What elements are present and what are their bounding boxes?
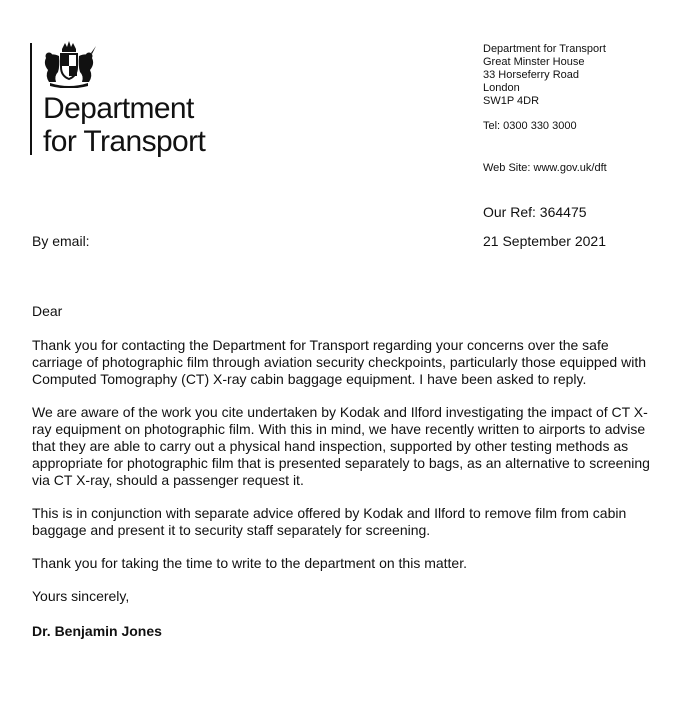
sender-address (483, 43, 606, 108)
address-line: London (483, 82, 520, 94)
address-line: SW1P 4DR (483, 95, 540, 107)
paragraph: This is in conjunction with separate advice offered by Kodak and Ilford to remove film from cabin baggage and present it to security staff separately for screening. (32, 505, 627, 538)
our-reference: Our Ref: 364475 (483, 204, 587, 220)
letter-body (32, 303, 660, 640)
logo-line-department: Department (43, 92, 194, 125)
signature: Dr. Benjamin Jones (32, 623, 162, 639)
logo-wordmark (43, 92, 205, 158)
salutation: Dear (32, 303, 63, 319)
address-line: Department for Transport (483, 43, 606, 55)
paragraph: Thank you for contacting the Department for Transport regarding your concerns over the safe carriage of photographic film through aviation security checkpoints, particularly those equipped with Computed Tomography (CT) X-ray cabin baggage equipment. I have been asked to reply. (32, 337, 647, 387)
website: Web Site: www.gov.uk/dft (483, 162, 607, 174)
closing: Yours sincerely, (32, 588, 130, 604)
telephone: Tel: 0300 330 3000 (483, 120, 577, 132)
paragraph: Thank you for taking the time to write to the department on this matter. (32, 555, 467, 571)
paragraph: We are aware of the work you cite undertaken by Kodak and Ilford investigating the impact of CT X-ray equipment on photographic film. With this in mind, we have recently written to airports to advise that they are able to carry out a physical hand inspection, supported by other testing methods as appropriate for photographic film that is presented separately to bags, as an alternative to screening via CT X-ray, should a passenger request it. (32, 404, 650, 488)
letter-date: 21 September 2021 (483, 233, 606, 249)
royal-coat-of-arms-icon (40, 40, 98, 88)
address-line: Great Minster House (483, 56, 585, 68)
dft-logo (30, 40, 230, 165)
address-line: 33 Horseferry Road (483, 69, 579, 81)
logo-vertical-rule (30, 43, 32, 155)
delivery-method: By email: (32, 233, 90, 249)
logo-line-for-transport: for Transport (43, 125, 206, 158)
